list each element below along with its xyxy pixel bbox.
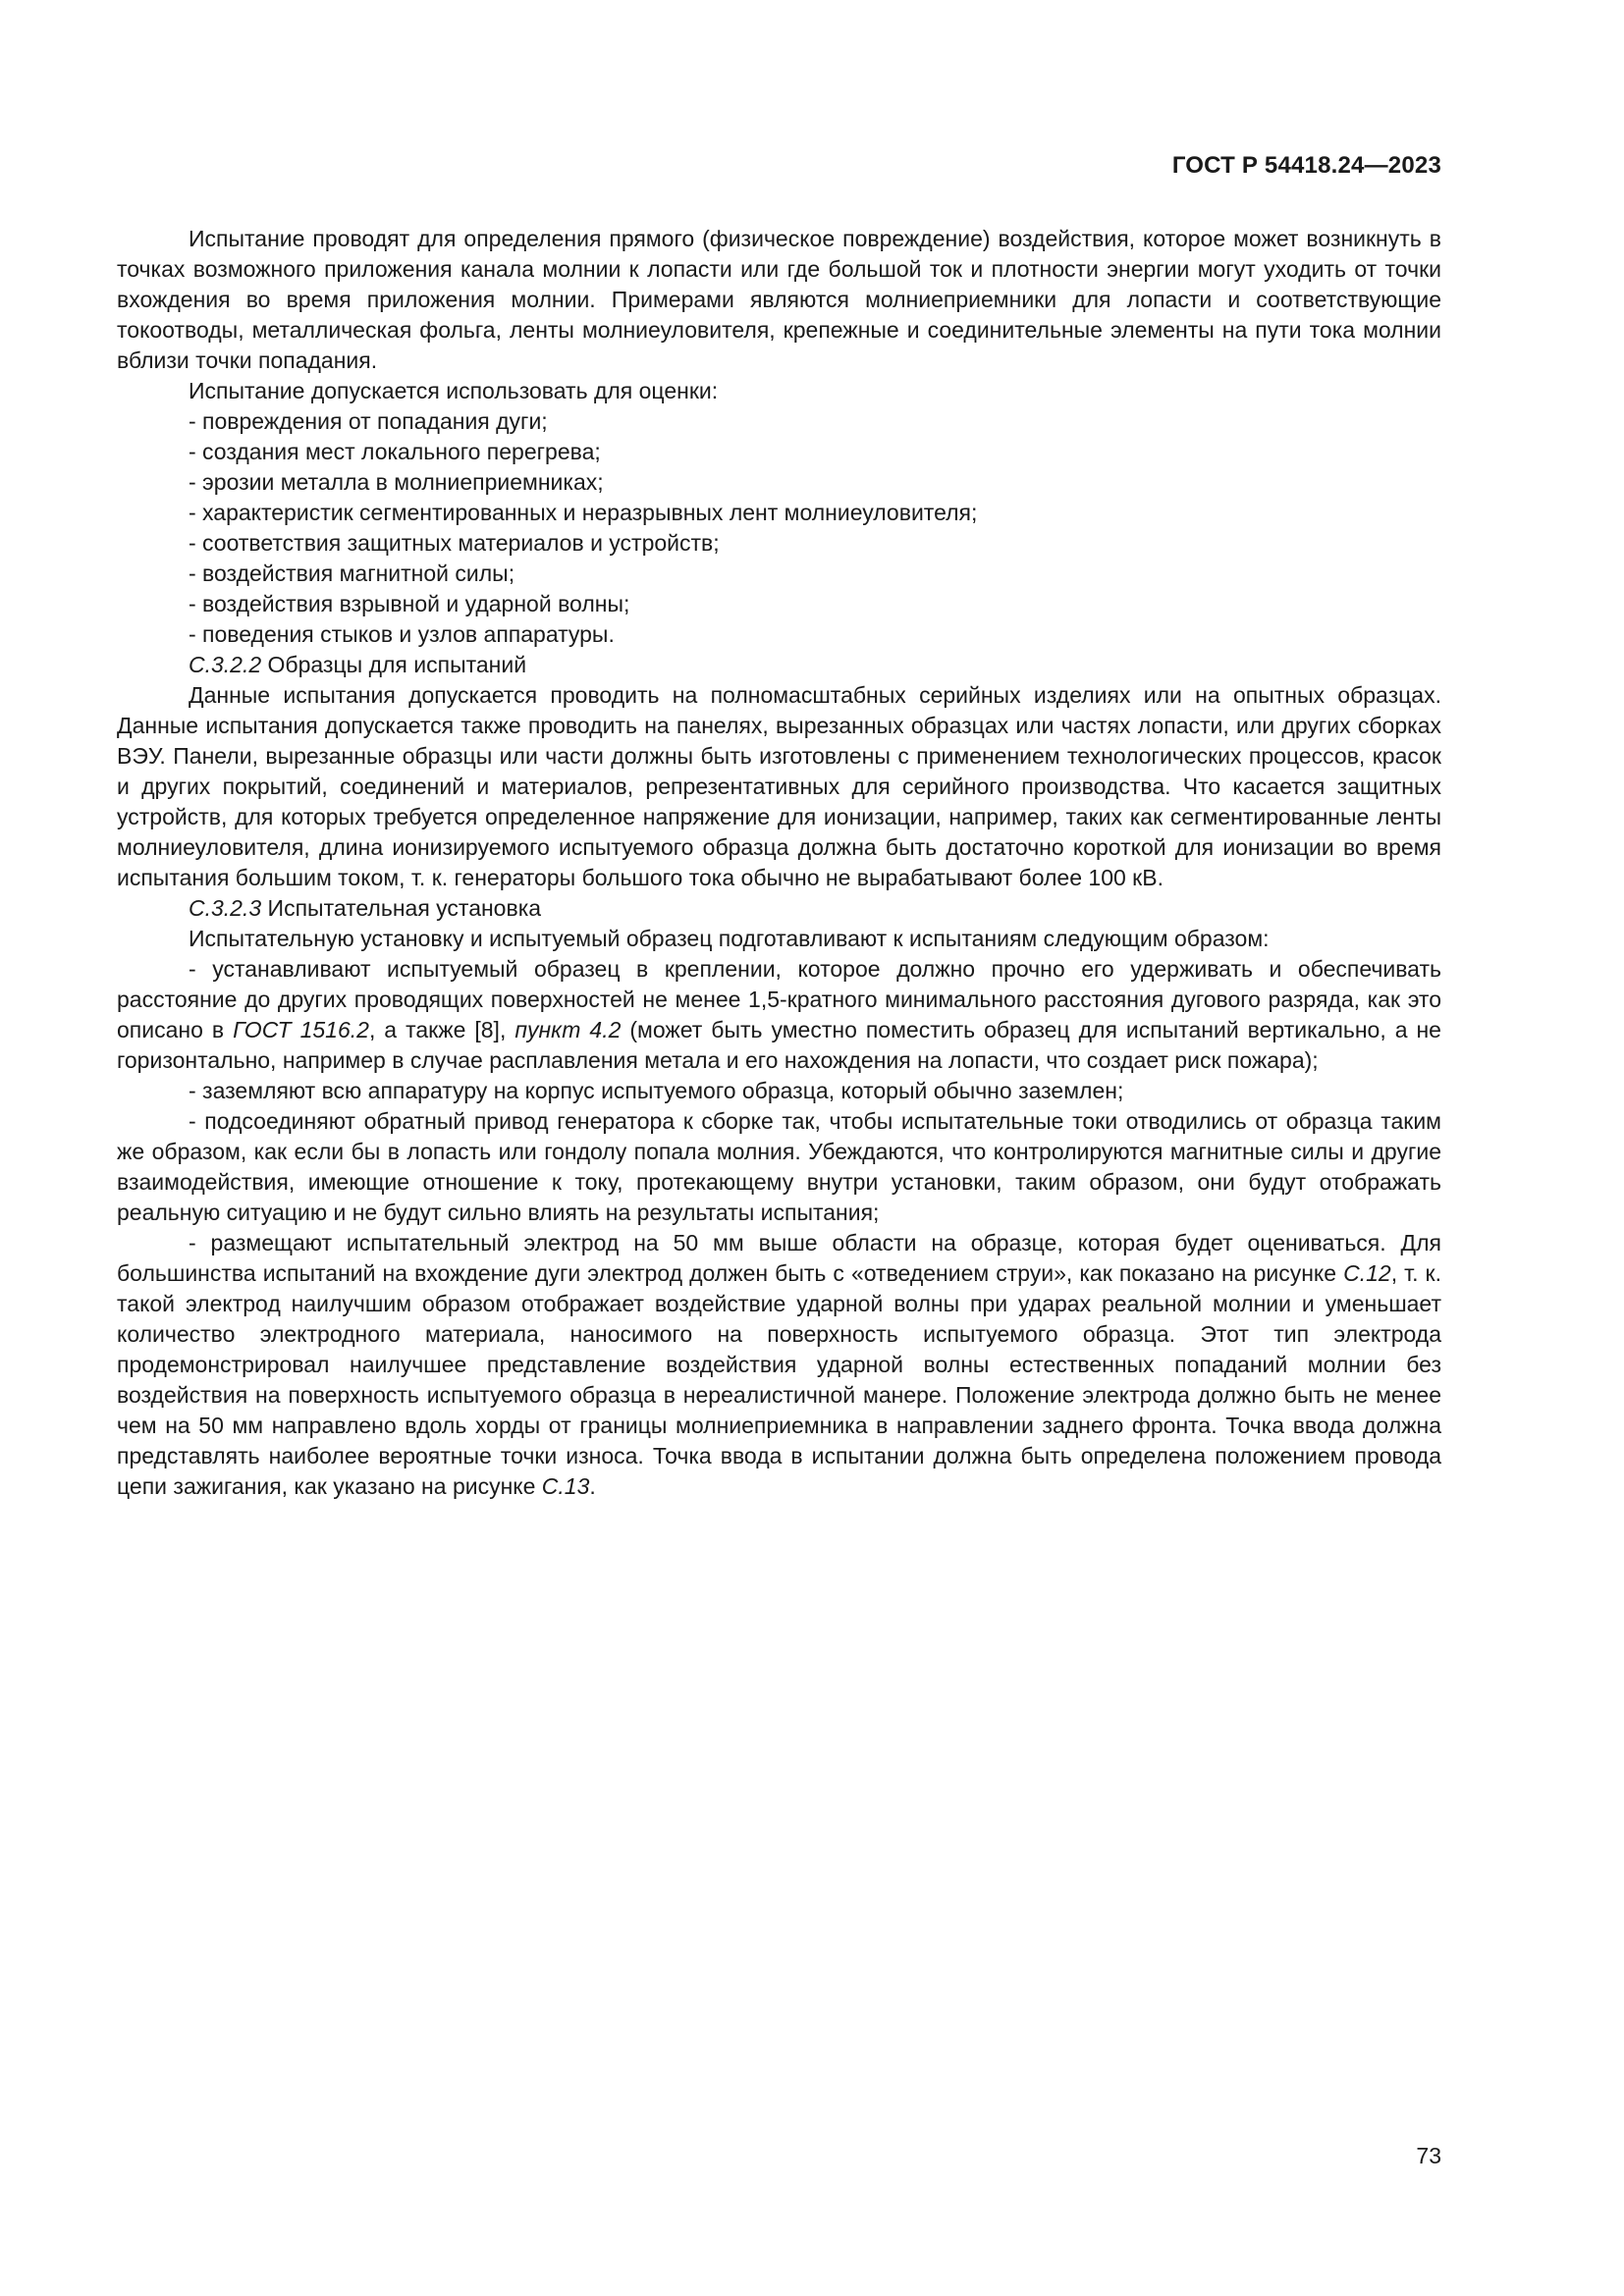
clause-reference: пункт 4.2 <box>514 1017 622 1042</box>
section-title: Образцы для испытаний <box>261 652 527 677</box>
paragraph-setup-lead: Испытательную установку и испытуемый образец подготавливают к испытаниям следующим образом: <box>189 926 1270 951</box>
figure-reference: С.13 <box>541 1473 590 1499</box>
figure-reference: С.12 <box>1343 1260 1391 1286</box>
text-run: . <box>589 1473 596 1499</box>
list-item: - эрозии металла в молниеприемниках; <box>189 469 604 495</box>
list-item: - характеристик сегментированных и неразрывных лент молниеуловителя; <box>189 500 978 525</box>
section-number: С.3.2.2 <box>189 652 262 677</box>
document-header: ГОСТ Р 54418.24—2023 <box>1171 152 1441 179</box>
section-title: Испытательная установка <box>261 895 542 921</box>
list-item: - поведения стыков и узлов аппаратуры. <box>189 621 615 647</box>
setup-step-mounting <box>117 954 1441 1076</box>
text-run: - устанавливают испытуемый образец в креплении, которое должно прочно его удерживать и обеспечивать расстояние до других проводящих поверхностей не менее 1,5-кратного минимального расстояния дугового разряда, как это описано в <box>117 956 1441 1042</box>
text-run: (может быть уместно поместить образец для испытаний вертикально, а не горизонтально, например в случае расплавления метала и его нахождения на лопасти, что создает риск пожара); <box>117 1017 1441 1073</box>
text-run: - размещают испытательный электрод на 50 мм выше области на образце, которая будет оцениваться. Для большинства испытаний на вхождение дуги электрод должен быть с «отведением струи», как показано на рисунке <box>117 1230 1441 1286</box>
section-heading-c322 <box>117 650 1441 680</box>
standard-reference: ГОСТ 1516.2 <box>233 1017 369 1042</box>
section-number: С.3.2.3 <box>189 895 262 921</box>
list-item: - воздействия взрывной и ударной волны; <box>189 591 630 616</box>
list-item: - создания мест локального перегрева; <box>189 439 601 464</box>
paragraph-assessment-lead: Испытание допускается использовать для оценки: <box>189 378 719 403</box>
text-run: , т. к. такой электрод наилучшим образом отображает воздействие ударной волны при ударах реальной молнии и уменьшает количество электродного материала, наносимого на поверхность испытуемого образца. Этот тип электрода продемонстрировал наилучшее представление воздействия ударной волны естественных попаданий молнии без воздействия на поверхность испытуемого образца в нереалистичной манере. Положение электрода должно быть не менее чем на 50 мм направлено вдоль хорды от границы молниеприемника в направлении заднего фронта. Точка ввода должна представлять наиболее вероятные точки износа. Точка ввода в испытании должна быть определена положением провода цепи зажигания, как указано на рисунке <box>117 1260 1441 1499</box>
list-item: - повреждения от попадания дуги; <box>189 408 548 434</box>
text-run: , а также [8], <box>368 1017 515 1042</box>
setup-step-electrode <box>117 1228 1441 1502</box>
paragraph-intro: Испытание проводят для определения прямого (физическое повреждение) воздействия, которое может возникнуть в точках возможного приложения канала молнии к лопасти или где большой ток и плотности энергии могут уходить от точки вхождения во время приложения молнии. Примерами являются молниеприемники для лопасти и соответствующие токоотводы, металлическая фольга, ленты молниеуловителя, крепежные и соединительные элементы на пути тока молнии вблизи точки попадания. <box>117 226 1441 373</box>
list-item: - соответствия защитных материалов и устройств; <box>189 530 720 556</box>
section-heading-c323 <box>117 893 1441 924</box>
document-body <box>117 224 1441 1502</box>
list-item: - воздействия магнитной силы; <box>189 561 515 586</box>
paragraph-samples: Данные испытания допускается проводить на полномасштабных серийных изделиях или на опытных образцах. Данные испытания допускается также проводить на панелях, вырезанных образцах или частях лопасти, или других сборках ВЭУ. Панели, вырезанные образцы или части должны быть изготовлены с применением технологических процессов, красок и других покрытий, соединений и материалов, репрезентативных для серийного производства. Что касается защитных устройств, для которых требуется определенное напряжение для ионизации, например, таких как сегментированные ленты молниеуловителя, длина ионизируемого испытуемого образца должна быть достаточно короткой для ионизации во время испытания большим током, т. к. генераторы большого тока обычно не вырабатывают более 100 кВ. <box>117 682 1441 890</box>
page-number: 73 <box>1416 2143 1441 2168</box>
setup-step-grounding: - заземляют всю аппаратуру на корпус испытуемого образца, который обычно заземлен; <box>189 1078 1124 1103</box>
setup-step-return-path: - подсоединяют обратный привод генератора к сборке так, чтобы испытательные токи отводились от образца таким же образом, как если бы в лопасть или гондолу попала молния. Убеждаются, что контролируются магнитные силы и другие взаимодействия, имеющие отношение к току, протекающему внутри установки, таким образом, они будут отображать реальную ситуацию и не будут сильно влиять на результаты испытания; <box>117 1108 1441 1225</box>
